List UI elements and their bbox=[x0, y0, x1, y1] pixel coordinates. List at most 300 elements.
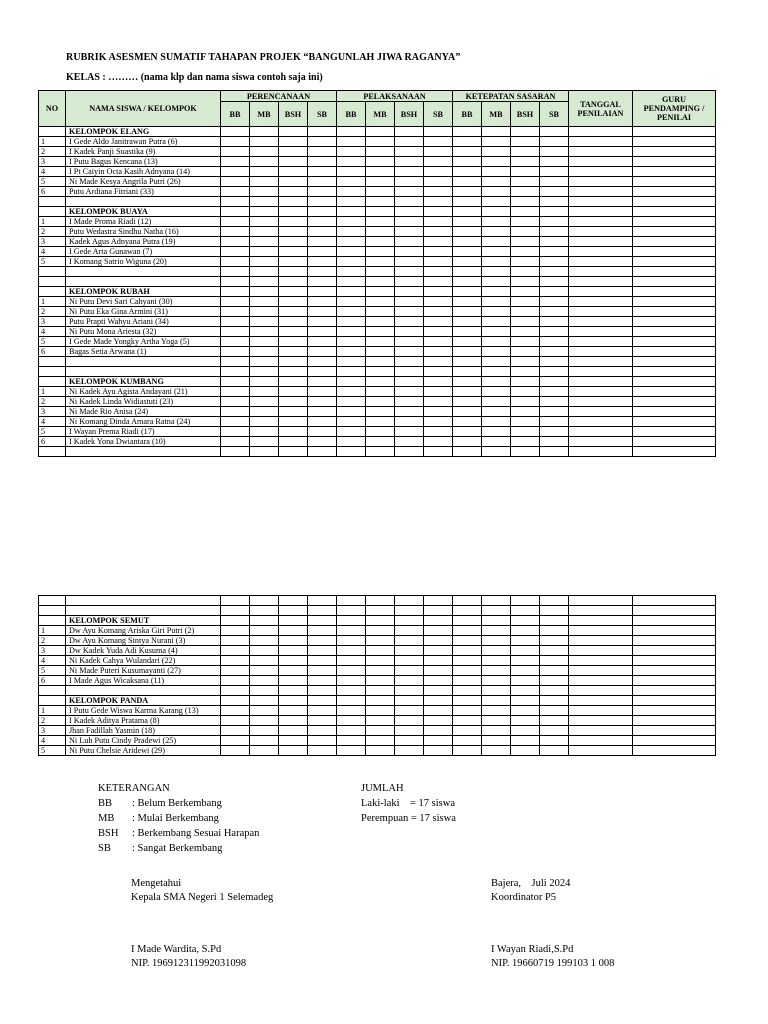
score-cell[interactable] bbox=[221, 357, 250, 367]
score-cell[interactable] bbox=[308, 187, 337, 197]
score-cell[interactable] bbox=[366, 167, 395, 177]
score-cell[interactable] bbox=[633, 437, 716, 447]
score-cell[interactable] bbox=[540, 666, 569, 676]
score-cell[interactable] bbox=[250, 257, 279, 267]
score-cell[interactable] bbox=[511, 407, 540, 417]
score-cell[interactable] bbox=[633, 606, 716, 616]
score-cell[interactable] bbox=[453, 167, 482, 177]
score-cell[interactable] bbox=[482, 297, 511, 307]
score-cell[interactable] bbox=[482, 227, 511, 237]
score-cell[interactable] bbox=[308, 217, 337, 227]
score-cell[interactable] bbox=[395, 157, 424, 167]
score-cell[interactable] bbox=[221, 676, 250, 686]
score-cell[interactable] bbox=[482, 417, 511, 427]
score-cell[interactable] bbox=[633, 377, 716, 387]
score-cell[interactable] bbox=[540, 606, 569, 616]
score-cell[interactable] bbox=[221, 157, 250, 167]
score-cell[interactable] bbox=[395, 686, 424, 696]
score-cell[interactable] bbox=[511, 736, 540, 746]
score-cell[interactable] bbox=[511, 626, 540, 636]
score-cell[interactable] bbox=[453, 656, 482, 666]
score-cell[interactable] bbox=[395, 656, 424, 666]
score-cell[interactable] bbox=[569, 337, 633, 347]
score-cell[interactable] bbox=[633, 596, 716, 606]
score-cell[interactable] bbox=[279, 666, 308, 676]
score-cell[interactable] bbox=[511, 357, 540, 367]
score-cell[interactable] bbox=[453, 317, 482, 327]
score-cell[interactable] bbox=[633, 646, 716, 656]
score-cell[interactable] bbox=[308, 197, 337, 207]
score-cell[interactable] bbox=[482, 726, 511, 736]
score-cell[interactable] bbox=[424, 177, 453, 187]
score-cell[interactable] bbox=[569, 427, 633, 437]
score-cell[interactable] bbox=[453, 716, 482, 726]
score-cell[interactable] bbox=[633, 177, 716, 187]
score-cell[interactable] bbox=[453, 137, 482, 147]
score-cell[interactable] bbox=[250, 716, 279, 726]
score-cell[interactable] bbox=[453, 746, 482, 756]
score-cell[interactable] bbox=[511, 267, 540, 277]
score-cell[interactable] bbox=[337, 716, 366, 726]
score-cell[interactable] bbox=[633, 726, 716, 736]
score-cell[interactable] bbox=[308, 227, 337, 237]
score-cell[interactable] bbox=[482, 287, 511, 297]
score-cell[interactable] bbox=[453, 247, 482, 257]
score-cell[interactable] bbox=[569, 447, 633, 457]
score-cell[interactable] bbox=[453, 387, 482, 397]
score-cell[interactable] bbox=[279, 157, 308, 167]
score-cell[interactable] bbox=[569, 686, 633, 696]
score-cell[interactable] bbox=[569, 736, 633, 746]
score-cell[interactable] bbox=[540, 157, 569, 167]
score-cell[interactable] bbox=[366, 656, 395, 666]
score-cell[interactable] bbox=[366, 746, 395, 756]
score-cell[interactable] bbox=[540, 187, 569, 197]
score-cell[interactable] bbox=[366, 157, 395, 167]
score-cell[interactable] bbox=[569, 646, 633, 656]
score-cell[interactable] bbox=[453, 397, 482, 407]
score-cell[interactable] bbox=[569, 217, 633, 227]
score-cell[interactable] bbox=[337, 676, 366, 686]
score-cell[interactable] bbox=[569, 706, 633, 716]
score-cell[interactable] bbox=[453, 347, 482, 357]
score-cell[interactable] bbox=[569, 267, 633, 277]
score-cell[interactable] bbox=[424, 387, 453, 397]
score-cell[interactable] bbox=[221, 137, 250, 147]
score-cell[interactable] bbox=[337, 317, 366, 327]
score-cell[interactable] bbox=[540, 127, 569, 137]
score-cell[interactable] bbox=[395, 227, 424, 237]
score-cell[interactable] bbox=[633, 666, 716, 676]
score-cell[interactable] bbox=[250, 287, 279, 297]
score-cell[interactable] bbox=[337, 347, 366, 357]
score-cell[interactable] bbox=[453, 706, 482, 716]
score-cell[interactable] bbox=[453, 297, 482, 307]
score-cell[interactable] bbox=[424, 447, 453, 457]
score-cell[interactable] bbox=[279, 347, 308, 357]
score-cell[interactable] bbox=[482, 636, 511, 646]
score-cell[interactable] bbox=[279, 187, 308, 197]
score-cell[interactable] bbox=[569, 317, 633, 327]
score-cell[interactable] bbox=[366, 696, 395, 706]
score-cell[interactable] bbox=[569, 127, 633, 137]
score-cell[interactable] bbox=[337, 287, 366, 297]
score-cell[interactable] bbox=[424, 187, 453, 197]
score-cell[interactable] bbox=[511, 616, 540, 626]
score-cell[interactable] bbox=[366, 666, 395, 676]
score-cell[interactable] bbox=[540, 437, 569, 447]
score-cell[interactable] bbox=[511, 666, 540, 676]
score-cell[interactable] bbox=[279, 387, 308, 397]
score-cell[interactable] bbox=[221, 736, 250, 746]
score-cell[interactable] bbox=[453, 257, 482, 267]
score-cell[interactable] bbox=[424, 676, 453, 686]
score-cell[interactable] bbox=[250, 127, 279, 137]
score-cell[interactable] bbox=[308, 626, 337, 636]
score-cell[interactable] bbox=[424, 327, 453, 337]
score-cell[interactable] bbox=[633, 127, 716, 137]
score-cell[interactable] bbox=[540, 746, 569, 756]
score-cell[interactable] bbox=[221, 407, 250, 417]
score-cell[interactable] bbox=[424, 347, 453, 357]
score-cell[interactable] bbox=[424, 267, 453, 277]
score-cell[interactable] bbox=[250, 696, 279, 706]
score-cell[interactable] bbox=[250, 147, 279, 157]
score-cell[interactable] bbox=[337, 247, 366, 257]
score-cell[interactable] bbox=[482, 357, 511, 367]
score-cell[interactable] bbox=[395, 287, 424, 297]
score-cell[interactable] bbox=[424, 736, 453, 746]
score-cell[interactable] bbox=[279, 257, 308, 267]
score-cell[interactable] bbox=[569, 746, 633, 756]
score-cell[interactable] bbox=[482, 696, 511, 706]
score-cell[interactable] bbox=[511, 746, 540, 756]
score-cell[interactable] bbox=[540, 297, 569, 307]
score-cell[interactable] bbox=[482, 596, 511, 606]
score-cell[interactable] bbox=[337, 257, 366, 267]
score-cell[interactable] bbox=[633, 716, 716, 726]
score-cell[interactable] bbox=[482, 616, 511, 626]
score-cell[interactable] bbox=[279, 427, 308, 437]
score-cell[interactable] bbox=[633, 447, 716, 457]
score-cell[interactable] bbox=[540, 237, 569, 247]
score-cell[interactable] bbox=[337, 377, 366, 387]
score-cell[interactable] bbox=[308, 706, 337, 716]
score-cell[interactable] bbox=[279, 646, 308, 656]
score-cell[interactable] bbox=[633, 337, 716, 347]
score-cell[interactable] bbox=[453, 147, 482, 157]
score-cell[interactable] bbox=[453, 287, 482, 297]
score-cell[interactable] bbox=[337, 277, 366, 287]
score-cell[interactable] bbox=[424, 696, 453, 706]
score-cell[interactable] bbox=[424, 726, 453, 736]
score-cell[interactable] bbox=[279, 706, 308, 716]
score-cell[interactable] bbox=[453, 726, 482, 736]
score-cell[interactable] bbox=[633, 407, 716, 417]
score-cell[interactable] bbox=[540, 447, 569, 457]
score-cell[interactable] bbox=[250, 726, 279, 736]
score-cell[interactable] bbox=[482, 646, 511, 656]
score-cell[interactable] bbox=[424, 606, 453, 616]
score-cell[interactable] bbox=[308, 736, 337, 746]
score-cell[interactable] bbox=[569, 367, 633, 377]
score-cell[interactable] bbox=[453, 736, 482, 746]
score-cell[interactable] bbox=[308, 327, 337, 337]
score-cell[interactable] bbox=[250, 367, 279, 377]
score-cell[interactable] bbox=[250, 616, 279, 626]
score-cell[interactable] bbox=[395, 237, 424, 247]
score-cell[interactable] bbox=[633, 287, 716, 297]
score-cell[interactable] bbox=[337, 397, 366, 407]
score-cell[interactable] bbox=[337, 447, 366, 457]
score-cell[interactable] bbox=[221, 237, 250, 247]
score-cell[interactable] bbox=[453, 636, 482, 646]
score-cell[interactable] bbox=[337, 197, 366, 207]
score-cell[interactable] bbox=[279, 207, 308, 217]
score-cell[interactable] bbox=[250, 666, 279, 676]
score-cell[interactable] bbox=[633, 427, 716, 437]
score-cell[interactable] bbox=[482, 686, 511, 696]
score-cell[interactable] bbox=[633, 187, 716, 197]
score-cell[interactable] bbox=[366, 277, 395, 287]
score-cell[interactable] bbox=[250, 327, 279, 337]
score-cell[interactable] bbox=[453, 197, 482, 207]
score-cell[interactable] bbox=[569, 327, 633, 337]
score-cell[interactable] bbox=[453, 217, 482, 227]
score-cell[interactable] bbox=[279, 307, 308, 317]
score-cell[interactable] bbox=[366, 247, 395, 257]
score-cell[interactable] bbox=[482, 746, 511, 756]
score-cell[interactable] bbox=[366, 327, 395, 337]
score-cell[interactable] bbox=[395, 267, 424, 277]
score-cell[interactable] bbox=[424, 377, 453, 387]
score-cell[interactable] bbox=[482, 367, 511, 377]
score-cell[interactable] bbox=[366, 686, 395, 696]
score-cell[interactable] bbox=[633, 227, 716, 237]
score-cell[interactable] bbox=[279, 137, 308, 147]
score-cell[interactable] bbox=[308, 207, 337, 217]
score-cell[interactable] bbox=[569, 207, 633, 217]
score-cell[interactable] bbox=[395, 317, 424, 327]
score-cell[interactable] bbox=[540, 706, 569, 716]
score-cell[interactable] bbox=[511, 606, 540, 616]
score-cell[interactable] bbox=[366, 367, 395, 377]
score-cell[interactable] bbox=[424, 646, 453, 656]
score-cell[interactable] bbox=[453, 646, 482, 656]
score-cell[interactable] bbox=[633, 656, 716, 666]
score-cell[interactable] bbox=[395, 127, 424, 137]
score-cell[interactable] bbox=[569, 197, 633, 207]
score-cell[interactable] bbox=[221, 387, 250, 397]
score-cell[interactable] bbox=[395, 447, 424, 457]
score-cell[interactable] bbox=[453, 377, 482, 387]
score-cell[interactable] bbox=[633, 147, 716, 157]
score-cell[interactable] bbox=[395, 327, 424, 337]
score-cell[interactable] bbox=[482, 407, 511, 417]
score-cell[interactable] bbox=[221, 187, 250, 197]
score-cell[interactable] bbox=[540, 347, 569, 357]
score-cell[interactable] bbox=[540, 377, 569, 387]
score-cell[interactable] bbox=[308, 636, 337, 646]
score-cell[interactable] bbox=[424, 227, 453, 237]
score-cell[interactable] bbox=[453, 447, 482, 457]
score-cell[interactable] bbox=[540, 736, 569, 746]
score-cell[interactable] bbox=[250, 227, 279, 237]
score-cell[interactable] bbox=[482, 377, 511, 387]
score-cell[interactable] bbox=[540, 197, 569, 207]
score-cell[interactable] bbox=[366, 127, 395, 137]
score-cell[interactable] bbox=[511, 447, 540, 457]
score-cell[interactable] bbox=[453, 606, 482, 616]
score-cell[interactable] bbox=[511, 217, 540, 227]
score-cell[interactable] bbox=[633, 157, 716, 167]
score-cell[interactable] bbox=[221, 257, 250, 267]
score-cell[interactable] bbox=[424, 666, 453, 676]
score-cell[interactable] bbox=[308, 407, 337, 417]
score-cell[interactable] bbox=[482, 606, 511, 616]
score-cell[interactable] bbox=[395, 167, 424, 177]
score-cell[interactable] bbox=[279, 626, 308, 636]
score-cell[interactable] bbox=[337, 187, 366, 197]
score-cell[interactable] bbox=[540, 596, 569, 606]
score-cell[interactable] bbox=[221, 147, 250, 157]
score-cell[interactable] bbox=[633, 706, 716, 716]
score-cell[interactable] bbox=[279, 297, 308, 307]
score-cell[interactable] bbox=[482, 207, 511, 217]
score-cell[interactable] bbox=[540, 227, 569, 237]
score-cell[interactable] bbox=[221, 746, 250, 756]
score-cell[interactable] bbox=[453, 267, 482, 277]
score-cell[interactable] bbox=[337, 177, 366, 187]
score-cell[interactable] bbox=[511, 417, 540, 427]
score-cell[interactable] bbox=[308, 437, 337, 447]
score-cell[interactable] bbox=[366, 437, 395, 447]
score-cell[interactable] bbox=[424, 656, 453, 666]
score-cell[interactable] bbox=[337, 736, 366, 746]
score-cell[interactable] bbox=[569, 147, 633, 157]
score-cell[interactable] bbox=[395, 377, 424, 387]
score-cell[interactable] bbox=[279, 127, 308, 137]
score-cell[interactable] bbox=[453, 277, 482, 287]
score-cell[interactable] bbox=[337, 417, 366, 427]
score-cell[interactable] bbox=[633, 626, 716, 636]
score-cell[interactable] bbox=[424, 437, 453, 447]
score-cell[interactable] bbox=[221, 347, 250, 357]
score-cell[interactable] bbox=[424, 746, 453, 756]
score-cell[interactable] bbox=[395, 626, 424, 636]
score-cell[interactable] bbox=[250, 277, 279, 287]
score-cell[interactable] bbox=[250, 207, 279, 217]
score-cell[interactable] bbox=[308, 716, 337, 726]
score-cell[interactable] bbox=[453, 227, 482, 237]
score-cell[interactable] bbox=[279, 317, 308, 327]
score-cell[interactable] bbox=[569, 157, 633, 167]
score-cell[interactable] bbox=[633, 417, 716, 427]
score-cell[interactable] bbox=[308, 257, 337, 267]
score-cell[interactable] bbox=[279, 377, 308, 387]
score-cell[interactable] bbox=[308, 656, 337, 666]
score-cell[interactable] bbox=[250, 606, 279, 616]
score-cell[interactable] bbox=[482, 716, 511, 726]
score-cell[interactable] bbox=[395, 197, 424, 207]
score-cell[interactable] bbox=[221, 716, 250, 726]
score-cell[interactable] bbox=[424, 317, 453, 327]
score-cell[interactable] bbox=[337, 267, 366, 277]
score-cell[interactable] bbox=[308, 287, 337, 297]
score-cell[interactable] bbox=[633, 197, 716, 207]
score-cell[interactable] bbox=[511, 197, 540, 207]
score-cell[interactable] bbox=[633, 267, 716, 277]
score-cell[interactable] bbox=[633, 167, 716, 177]
score-cell[interactable] bbox=[337, 407, 366, 417]
score-cell[interactable] bbox=[250, 447, 279, 457]
score-cell[interactable] bbox=[395, 666, 424, 676]
score-cell[interactable] bbox=[511, 377, 540, 387]
score-cell[interactable] bbox=[308, 616, 337, 626]
score-cell[interactable] bbox=[395, 277, 424, 287]
score-cell[interactable] bbox=[279, 337, 308, 347]
score-cell[interactable] bbox=[250, 686, 279, 696]
score-cell[interactable] bbox=[424, 337, 453, 347]
score-cell[interactable] bbox=[250, 347, 279, 357]
score-cell[interactable] bbox=[308, 427, 337, 437]
score-cell[interactable] bbox=[453, 367, 482, 377]
score-cell[interactable] bbox=[221, 626, 250, 636]
score-cell[interactable] bbox=[279, 327, 308, 337]
score-cell[interactable] bbox=[569, 417, 633, 427]
score-cell[interactable] bbox=[279, 367, 308, 377]
score-cell[interactable] bbox=[337, 636, 366, 646]
score-cell[interactable] bbox=[424, 297, 453, 307]
score-cell[interactable] bbox=[511, 177, 540, 187]
score-cell[interactable] bbox=[250, 646, 279, 656]
score-cell[interactable] bbox=[395, 646, 424, 656]
score-cell[interactable] bbox=[279, 716, 308, 726]
score-cell[interactable] bbox=[424, 596, 453, 606]
score-cell[interactable] bbox=[279, 277, 308, 287]
score-cell[interactable] bbox=[366, 207, 395, 217]
score-cell[interactable] bbox=[250, 596, 279, 606]
score-cell[interactable] bbox=[279, 167, 308, 177]
score-cell[interactable] bbox=[569, 726, 633, 736]
score-cell[interactable] bbox=[308, 137, 337, 147]
score-cell[interactable] bbox=[250, 337, 279, 347]
score-cell[interactable] bbox=[395, 347, 424, 357]
score-cell[interactable] bbox=[482, 337, 511, 347]
score-cell[interactable] bbox=[221, 247, 250, 257]
score-cell[interactable] bbox=[395, 397, 424, 407]
score-cell[interactable] bbox=[221, 606, 250, 616]
score-cell[interactable] bbox=[540, 726, 569, 736]
score-cell[interactable] bbox=[221, 197, 250, 207]
score-cell[interactable] bbox=[482, 656, 511, 666]
score-cell[interactable] bbox=[366, 237, 395, 247]
score-cell[interactable] bbox=[221, 397, 250, 407]
score-cell[interactable] bbox=[511, 137, 540, 147]
score-cell[interactable] bbox=[250, 307, 279, 317]
score-cell[interactable] bbox=[337, 746, 366, 756]
score-cell[interactable] bbox=[540, 337, 569, 347]
score-cell[interactable] bbox=[424, 257, 453, 267]
score-cell[interactable] bbox=[366, 347, 395, 357]
score-cell[interactable] bbox=[366, 297, 395, 307]
score-cell[interactable] bbox=[453, 307, 482, 317]
score-cell[interactable] bbox=[569, 307, 633, 317]
score-cell[interactable] bbox=[424, 147, 453, 157]
score-cell[interactable] bbox=[250, 706, 279, 716]
score-cell[interactable] bbox=[279, 287, 308, 297]
score-cell[interactable] bbox=[250, 217, 279, 227]
